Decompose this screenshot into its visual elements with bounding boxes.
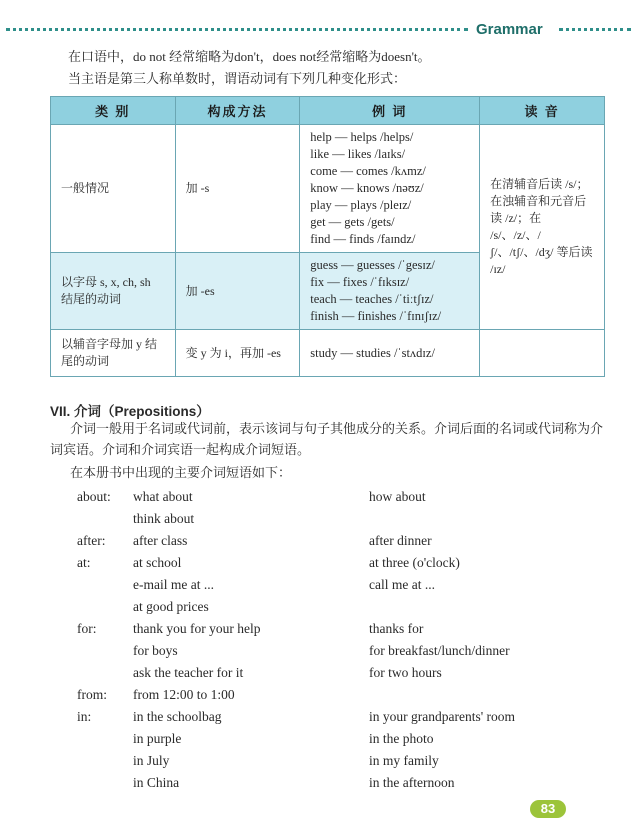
preposition-phrase: in the photo <box>369 731 434 746</box>
page-header <box>6 22 634 42</box>
preposition-phrase: at school <box>133 555 182 570</box>
row-category: 以辅音字母加 y 结尾的动词 <box>51 330 176 377</box>
preposition-phrase: in purple <box>133 731 182 746</box>
preposition-key: about: <box>77 489 111 504</box>
preposition-phrase: for boys <box>133 643 178 658</box>
page-number-badge: 83 <box>530 800 566 818</box>
pronunciation-cell: 在清辅音后读 /s/；在浊辅音和元音后读 /z/；在 /s/、/z/、/ʃ/、/tʃ/、/dʒ/ 等后读 /ɪz/ <box>480 125 605 330</box>
preposition-phrase: in the schoolbag <box>133 709 222 724</box>
preposition-phrase: in your grandparents' room <box>369 709 516 724</box>
example-word: teach — teaches /ˈtiːtʃɪz/ <box>310 292 434 306</box>
preposition-phrase: in my family <box>369 753 439 768</box>
example-word: study — studies /ˈstʌdɪz/ <box>310 345 435 360</box>
preposition-phrase: for two hours <box>369 665 442 680</box>
preposition-phrase: from 12:00 to 1:00 <box>133 687 235 702</box>
row-examples <box>300 125 480 253</box>
row-method: 加 -s <box>175 125 300 253</box>
preposition-phrase: e-mail me at ... <box>133 577 214 592</box>
section-paragraph: 介词一般用于名词或代词前，表示该词与句子其他成分的关系。介词后面的名词或代词称为介词宾语。介词和介词宾语一起构成介词短语。 <box>50 421 604 457</box>
preposition-phrase: at good prices <box>133 599 209 614</box>
header-examples: 例 词 <box>300 97 480 125</box>
header-pronunciation: 读 音 <box>480 97 605 125</box>
row-category: 一般情况 <box>51 125 176 253</box>
example-word: play — plays /pleɪz/ <box>310 198 412 212</box>
table-row <box>51 125 605 253</box>
intro-line-1: 在口语中，do not 经常缩略为don't，does not经常缩略为doesn't。 <box>68 49 431 64</box>
example-word: like — likes /laɪks/ <box>310 147 406 161</box>
row-examples <box>300 330 480 377</box>
example-word: find — finds /faɪndz/ <box>310 232 416 246</box>
preposition-phrase: call me at ... <box>369 577 435 592</box>
preposition-phrase: in China <box>133 775 180 790</box>
header-category: 类 别 <box>51 97 176 125</box>
preposition-phrase: after class <box>133 533 188 548</box>
preposition-key: after: <box>77 533 106 548</box>
preposition-key: from: <box>77 687 107 702</box>
example-word: fix — fixes /ˈfɪksɪz/ <box>310 275 410 289</box>
preposition-phrase: in the afternoon <box>369 775 455 790</box>
preposition-phrase: thank you for your help <box>133 621 261 636</box>
header-dotted-rule-right <box>559 28 631 31</box>
header-title: Grammar <box>476 21 543 38</box>
preposition-phrase: how about <box>369 489 426 504</box>
section-list-intro: 在本册书中出现的主要介词短语如下： <box>70 465 292 480</box>
preposition-phrase: for breakfast/lunch/dinner <box>369 643 510 658</box>
header-dotted-rule-left <box>6 28 468 31</box>
empty-cell <box>480 330 605 377</box>
preposition-phrase: ask the teacher for it <box>133 665 244 680</box>
preposition-phrase: thanks for <box>369 621 424 636</box>
preposition-phrase: what about <box>133 489 193 504</box>
row-method: 加 -es <box>175 253 300 330</box>
preposition-key: in: <box>77 709 92 724</box>
preposition-phrase: in July <box>133 753 170 768</box>
preposition-phrase: at three (o'clock) <box>369 555 460 570</box>
table-row <box>51 330 605 377</box>
example-word: guess — guesses /ˈgesɪz/ <box>310 258 435 272</box>
table-header-row <box>51 97 605 125</box>
header-method: 构成方法 <box>175 97 300 125</box>
example-word: get — gets /gets/ <box>310 215 395 229</box>
preposition-phrase: after dinner <box>369 533 432 548</box>
example-word: come — comes /kʌmz/ <box>310 164 426 178</box>
example-word: finish — finishes /ˈfɪnɪʃɪz/ <box>310 309 442 323</box>
section-title: VII. 介词（Prepositions） <box>50 404 210 419</box>
row-category: 以字母 s, x, ch, sh 结尾的动词 <box>51 253 176 330</box>
example-word: help — helps /helps/ <box>310 130 414 144</box>
verb-conjugation-table <box>50 96 605 377</box>
example-word: know — knows /nəʊz/ <box>310 181 424 195</box>
intro-line-2: 当主语是第三人称单数时，谓语动词有下列几种变化形式： <box>68 71 407 86</box>
preposition-key: at: <box>77 555 91 570</box>
preposition-key: for: <box>77 621 97 636</box>
row-examples <box>300 253 480 330</box>
preposition-phrase: think about <box>133 511 195 526</box>
row-method: 变 y 为 i，再加 -es <box>175 330 300 377</box>
